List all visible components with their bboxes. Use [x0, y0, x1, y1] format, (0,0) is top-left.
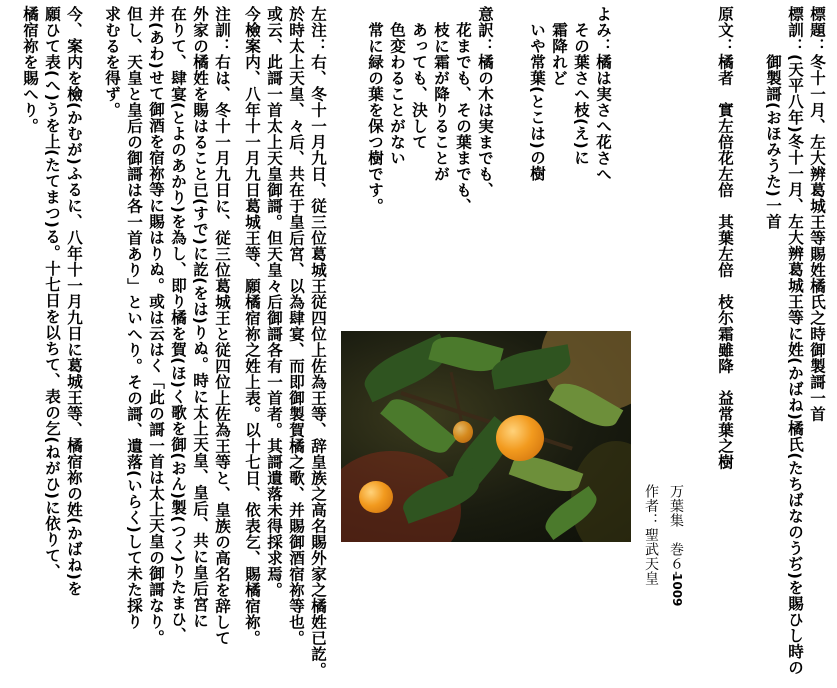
left-note-line-2: 於時太上天皇、々后、共在于皇后宮、以為肆宴、而即御製賀橘之歌、并賜御酒宿祢等也。: [287, 6, 305, 646]
annotation-line-6: 求むるを得ず。: [103, 6, 121, 118]
annotation-line-9: 橘宿祢を賜へり。: [21, 6, 39, 134]
tachibana-fruit-photo: [341, 331, 631, 542]
translation-line-2: 花までも、その葉までも、: [454, 6, 472, 214]
annotation-line-2: 外家の橘姓を賜はること已(すで)に訖(をは)りぬ。時に太上天皇、皇后、共に皇后宮に: [191, 6, 209, 629]
yomi-line-2: その葉さへ枝(え)に: [572, 6, 590, 166]
translation-line-3: 枝に霜が降りることが: [432, 6, 450, 182]
author: 作者：聖武天皇: [643, 484, 659, 586]
left-note-line-3: 或云、此謌一首太上天皇御謌。但天皇々后御謌各有一首者。其謌遺落未得採求焉。: [265, 6, 283, 598]
translation-line-6: 常に緑の葉を保つ樹です。: [366, 6, 384, 214]
tachibana-fruit: [359, 481, 393, 513]
original-text: 原文：橘者 實左倍花左倍 其葉左倍 枝尓霜雖降 益常葉之樹: [716, 6, 734, 470]
annotation-line-8: 願ひて表(へ)うを上(たてまつ)る。十七日を以ちて、表の乞(ねがひ)に依りて、: [43, 6, 61, 580]
yomi-line-1: よみ：橘は実さへ花さへ: [594, 6, 612, 182]
annotation-line-4: 并(あわ)せて御酒を宿祢等に賜はりぬ。或は云はく「此の謌一首は太上天皇の御謌なり。: [147, 6, 165, 646]
annotation-line-1: 注訓：右は、冬十一月九日に、従三位葛城王と従四位上佐為王等と、皇族の高名を辞して: [213, 6, 231, 646]
left-note-line-1: 左注：右、冬十一月九日、従三位葛城王従四位上佐為王等、辞皇族之高名賜外家之橘姓已訖。: [309, 6, 327, 678]
reading-line-2: 御製謌(おほみうた)一首: [764, 6, 782, 230]
annotation-line-7: 今、案内を檢(かむが)ふるに、八年十一月九日に葛城王等、橘宿祢の姓(かばね)を: [65, 6, 83, 597]
tachibana-fruit: [496, 415, 544, 461]
tachibana-fruit: [453, 421, 473, 443]
yomi-line-4: いや常葉(とこは)の樹: [528, 6, 546, 182]
title: 標題：冬十一月、左大辨葛城王等賜姓橘氏之時御製謌一首: [808, 6, 826, 422]
yomi-line-3: 霜降れど: [550, 6, 568, 86]
translation-line-4: あっても、決して: [410, 6, 428, 150]
annotation-line-5: 但し、天皇と皇后の御謌は各一首あり」といへり。その謌、遺落(いらく)して未た採り: [125, 6, 143, 630]
reading-line-1: 標訓：(天平八年)冬十一月、左大辨葛城王等に姓(かばね)橘氏(たちばなのうぢ)を賜ひし時の: [786, 6, 804, 676]
source-collection: 万葉集 巻６-: [668, 484, 684, 577]
translation-line-5: 色変わることがない: [388, 6, 406, 166]
source-number: 1009: [670, 573, 684, 607]
annotation-line-3: 在りて、肆宴(とよのあかり)を為し、即り橘を賀(ほ)く歌を御(おん)製(つく)りたまひ、: [169, 6, 187, 643]
left-note-line-4: 今檢案内、八年十一月九日葛城王等、願橘宿祢之姓上表。以十七日、依表乞、賜橘宿祢。: [243, 6, 261, 646]
translation-line-1: 意訳：橘の木は実までも、: [476, 6, 494, 198]
